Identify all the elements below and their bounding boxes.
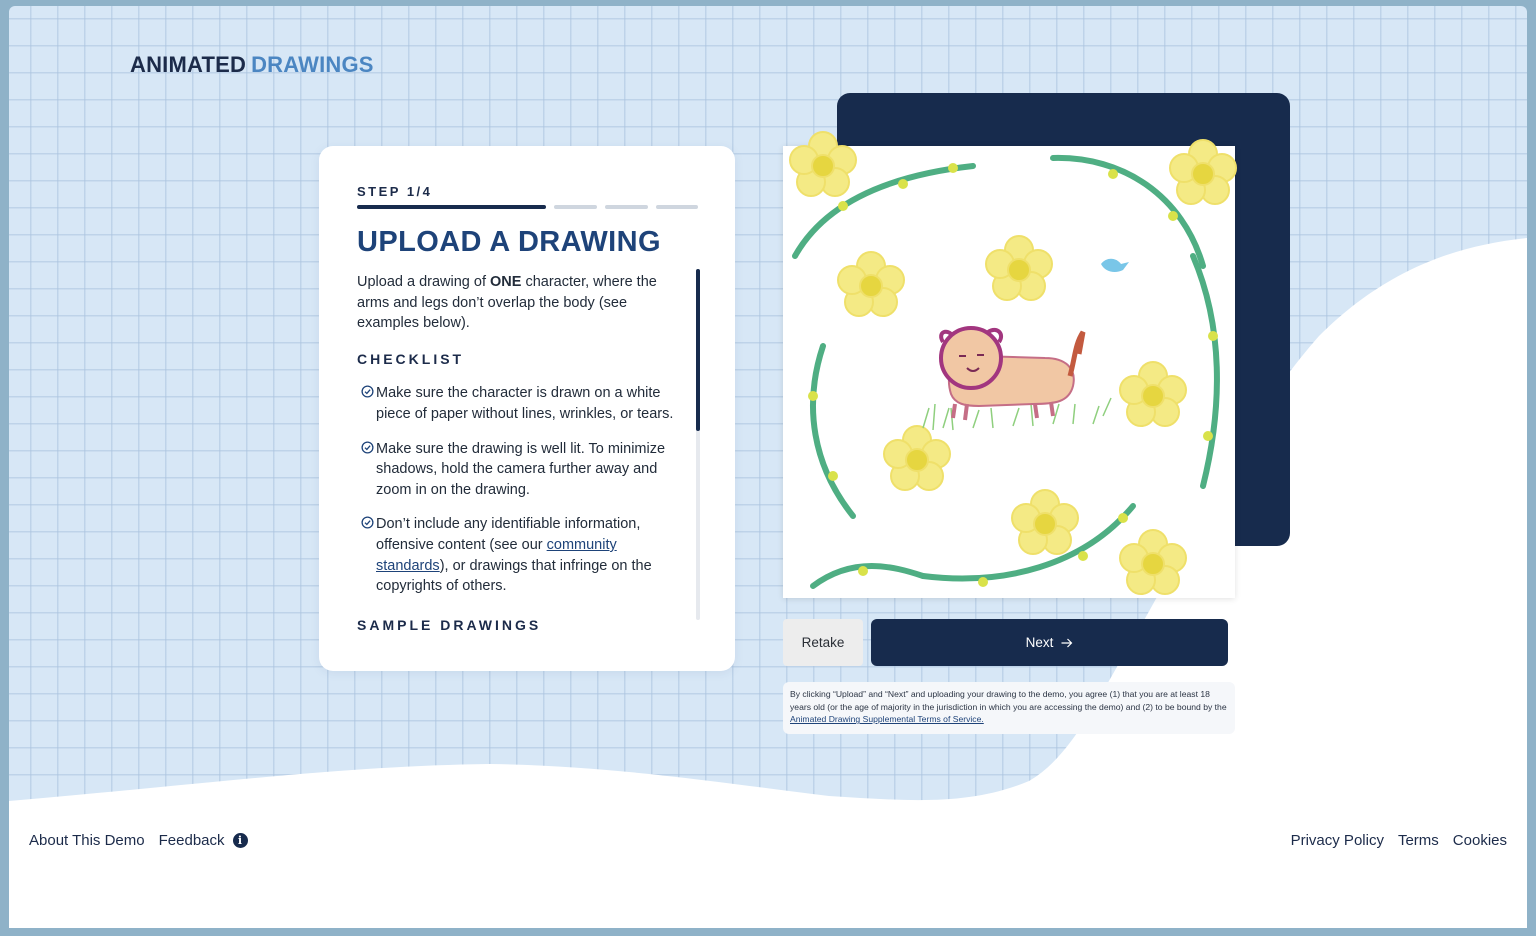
- progress-segment-3: [605, 205, 648, 209]
- progress-segment-1: [357, 205, 546, 209]
- progress-segment-2: [554, 205, 597, 209]
- arrow-right-icon: [1061, 638, 1073, 648]
- checklist-item: Don’t include any identifiable information, offensive content (see our community standards), or drawings that infringe on the copyrights of others.: [357, 514, 687, 596]
- app-window: [9, 6, 1527, 928]
- check-circle-icon: [357, 514, 376, 596]
- cookies-link[interactable]: Cookies: [1452, 832, 1507, 849]
- supplemental-terms-link[interactable]: Animated Drawing Supplemental Terms of Service.: [790, 714, 984, 725]
- uploaded-drawing-preview: [783, 146, 1235, 598]
- intro-text: Upload a drawing of ONE character, where the arms and legs don’t overlap the body (see examples below).: [357, 274, 657, 332]
- page-title: UPLOAD A DRAWING: [357, 226, 661, 258]
- feedback-link[interactable]: Feedback: [158, 832, 225, 849]
- step-card: [319, 146, 735, 671]
- next-button-label: Next: [1025, 635, 1054, 650]
- footer-left-links: [29, 832, 248, 849]
- drawing-image: [783, 146, 1235, 598]
- scrollbar-thumb[interactable]: [696, 269, 700, 431]
- next-button[interactable]: [871, 619, 1228, 666]
- checklist-item: Make sure the character is drawn on a white piece of paper without lines, wrinkles, or tears.: [357, 383, 687, 424]
- progress-segment-4: [656, 205, 698, 209]
- footer-right-links: [1277, 832, 1507, 849]
- checklist-item: Make sure the drawing is well lit. To minimize shadows, hold the camera further away and zoom in on the drawing.: [357, 439, 687, 501]
- retake-button[interactable]: Retake: [783, 619, 863, 666]
- background-wave: [9, 6, 1527, 928]
- step-label: STEP 1/4: [357, 184, 433, 199]
- brand-word-drawings: DRAWINGS: [251, 52, 374, 77]
- terms-link[interactable]: Terms: [1397, 832, 1439, 849]
- brand-word-animated: ANIMATED: [130, 52, 247, 77]
- about-demo-link[interactable]: About This Demo: [29, 832, 145, 849]
- privacy-policy-link[interactable]: Privacy Policy: [1290, 832, 1384, 849]
- brand-logo[interactable]: [130, 52, 374, 78]
- info-icon[interactable]: i: [233, 833, 248, 848]
- check-circle-icon: [357, 383, 376, 424]
- sample-drawings-heading: SAMPLE DRAWINGS: [357, 616, 542, 633]
- step-progress: [357, 205, 698, 209]
- community-standards-link[interactable]: community standards: [376, 536, 617, 574]
- instructions-scroll-area[interactable]: [357, 272, 687, 633]
- checklist-heading: CHECKLIST: [357, 350, 465, 367]
- check-circle-icon: [357, 439, 376, 501]
- legal-notice: By clicking “Upload” and “Next” and uploading your drawing to the demo, you agree (1) that you are at least 18 years old (or the age of majority in the jurisdiction in which you are accessing the demo) and (2) to be bound by the Animated Drawing Supplemental Terms of Service.: [783, 682, 1235, 734]
